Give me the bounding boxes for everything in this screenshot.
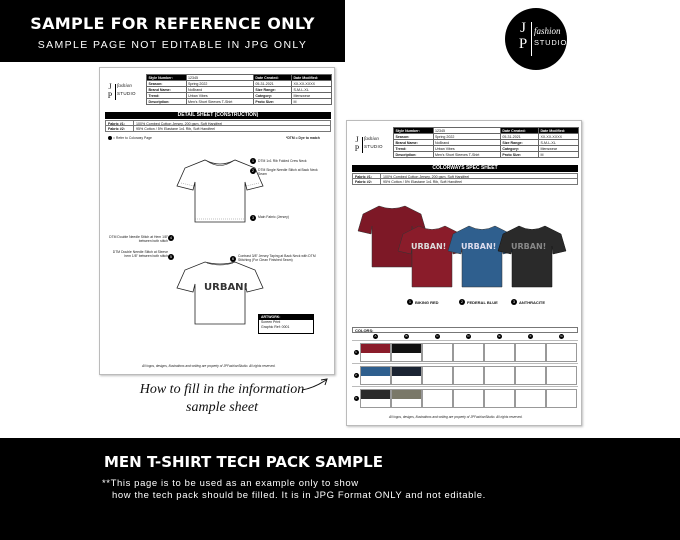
color-swatch-cell bbox=[515, 366, 546, 385]
artwork-line1: Screen Print bbox=[261, 320, 281, 324]
callout-6: 6 bbox=[230, 256, 236, 262]
callout-6-text: Contrast 3/8" Jersey Taping at Back Neck with DTM Stitching (For Clean Finished Seam) bbox=[238, 254, 316, 262]
bottom-note-2: how the tech pack should be filled. It is in JPG Format ONLY and not editable. bbox=[112, 490, 486, 501]
color-swatch-cell bbox=[453, 366, 484, 385]
info-table-2: Style Number: 12345 Date Created: Date Modified: Season: Spring 2022 05-31-2021 XX-XX-XXXX Brand Name: NoBrand Size Range: S-M-L-XL Trend: Urban Vibes Category: Menswear Description: Men's Short Sleeves T-Shirt Proto Size: M bbox=[393, 127, 579, 158]
colors-matrix bbox=[352, 327, 578, 409]
color-swatch-cell bbox=[391, 389, 422, 408]
logo-fashion-text: fashion bbox=[534, 26, 561, 36]
color-swatch-cell bbox=[515, 343, 546, 362]
callout-3: 3 bbox=[250, 215, 256, 221]
colorway-2-name: FEDERAL BLUE bbox=[467, 300, 498, 305]
colors-label: COLORS: bbox=[352, 327, 578, 333]
logo-jp: J P bbox=[518, 20, 528, 52]
color-column-header: A bbox=[374, 334, 377, 338]
print-blue: URBAN! bbox=[461, 242, 497, 251]
color-swatch-cell bbox=[453, 389, 484, 408]
handwritten-note bbox=[122, 381, 322, 417]
color-swatch-cell bbox=[360, 343, 391, 362]
color-column-header: B bbox=[405, 334, 408, 338]
color-column-header: C bbox=[436, 334, 439, 338]
logo-divider bbox=[531, 22, 532, 56]
callout-5: 5 bbox=[168, 254, 174, 260]
sheet2-footer: All logos, designs, illustrations and writing are property of JPFashionStudio. All rights reserved. bbox=[389, 415, 523, 419]
color-column-header: E bbox=[498, 334, 501, 338]
callout-1-text: DTM 1x1 Rib Folded Crew Neck bbox=[258, 159, 307, 163]
sheet1-footer: All logos, designs, illustrations and writing are property of JPFashionStudio. All rights reserved. bbox=[142, 364, 276, 368]
color-swatch-cell bbox=[484, 343, 515, 362]
callout-2: 2 bbox=[250, 168, 256, 174]
info-table: Style Number: 12345 Date Created: Date Modified: Season: Spring 2022 05-31-2021 XX-XX-XXXX Brand Name: NoBrand Size Range: S-M-L-XL Trend: Urban Vibes Category: Menswear Description: Men's Short Sleeves T-Shirt Proto Size: M bbox=[146, 74, 332, 105]
logo-studio-text: STUDIO bbox=[534, 38, 568, 47]
banner-subtitle: SAMPLE PAGE NOT EDITABLE IN JPG ONLY bbox=[37, 39, 308, 51]
refer-note: = Refer to Colorway Page bbox=[108, 136, 152, 140]
colorway-3-num: 3 bbox=[511, 299, 517, 305]
callout-3-text: Main Fabric (Jersey) bbox=[258, 215, 289, 219]
fabric-table: Fabric #1: 100% Combed Cotton Jersey, 200 gsm, Soft Handfeel Fabric #2: 95% Cotton / 5% Elastane 1x1 Rib, Soft Handfeel bbox=[105, 120, 331, 132]
bottom-note-1: **This page is to be used as an example only to show bbox=[102, 478, 359, 489]
colors-columns bbox=[360, 333, 578, 340]
colorway-2-num: 2 bbox=[459, 299, 465, 305]
color-swatch-cell bbox=[546, 389, 577, 408]
print-graphic: URBAN! bbox=[204, 282, 249, 293]
colorways-sheet-page bbox=[346, 120, 582, 426]
color-swatch-cell bbox=[422, 366, 453, 385]
banner-title: SAMPLE FOR REFERENCE ONLY bbox=[30, 14, 315, 33]
artwork-line2: Graphic Ref: 0001 bbox=[261, 324, 290, 329]
color-swatch-cell bbox=[546, 343, 577, 362]
color-swatch-cell bbox=[515, 389, 546, 408]
color-swatch-cell bbox=[360, 389, 391, 408]
bottom-title: MEN T-SHIRT TECH PACK SAMPLE bbox=[104, 453, 383, 471]
sheet2-logo: J P fashion STUDIO bbox=[354, 135, 383, 153]
callout-4: 4 bbox=[168, 235, 174, 241]
tshirt-front-sketch bbox=[175, 156, 265, 224]
callout-2-text: DTM Single Needle Stitch at Back Neck Seam bbox=[258, 168, 318, 176]
color-column-header: F bbox=[529, 334, 532, 338]
arrow-icon bbox=[300, 378, 330, 392]
detail-sheet-page bbox=[99, 67, 335, 375]
color-row: 3 bbox=[352, 386, 578, 409]
handnote-line1: How to fill in the information bbox=[139, 382, 305, 397]
colors-rows bbox=[352, 340, 578, 409]
callout-4-text: DTM Double Needle Stitch at Hem 1/8" between both stitch bbox=[109, 235, 168, 243]
color-swatch-cell bbox=[453, 343, 484, 362]
colorway-3-name: ANTHRACITE bbox=[519, 300, 545, 305]
bottom-band bbox=[0, 438, 680, 540]
fabric-table-2: Fabric #1: 100% Combed Cotton Jersey, 200 gsm, Soft Handfeel Fabric #2: 95% Cotton / 5% Elastane 1x1 Rib, Soft Handfeel bbox=[352, 173, 578, 185]
color-swatch-cell bbox=[360, 366, 391, 385]
color-swatch-cell bbox=[391, 366, 422, 385]
color-column-header: G bbox=[560, 334, 563, 338]
callout-1: 1 bbox=[250, 158, 256, 164]
print-red: URBAN! bbox=[411, 242, 447, 251]
colorway-1-num: 1 bbox=[407, 299, 413, 305]
artwork-box bbox=[258, 314, 314, 334]
print-anthracite: URBAN! bbox=[511, 242, 547, 251]
color-row: 1 bbox=[352, 340, 578, 363]
color-swatch-cell bbox=[422, 343, 453, 362]
color-swatch-cell bbox=[484, 366, 515, 385]
tee-anthracite bbox=[497, 221, 567, 291]
brand-logo bbox=[505, 8, 567, 70]
detail-section-title: DETAIL SHEET (CONSTRUCTION) bbox=[105, 112, 331, 119]
colorways-section-title: COLORWAYS SPEC SHEET bbox=[352, 165, 578, 172]
colorway-1-name: BIKING RED bbox=[415, 300, 439, 305]
dtm-note: *DTM = Dye to match bbox=[286, 136, 320, 140]
color-swatch-cell bbox=[422, 389, 453, 408]
handnote-line2: sample sheet bbox=[186, 400, 258, 415]
artwork-label: ARTWORK: bbox=[259, 315, 313, 320]
sheet-logo: J P fashion STUDIO bbox=[107, 82, 136, 100]
color-swatch-cell bbox=[546, 366, 577, 385]
color-swatch-cell bbox=[391, 343, 422, 362]
color-column-header: D bbox=[467, 334, 470, 338]
color-row: 2 bbox=[352, 363, 578, 386]
callout-5-text: DTM Double Needle Stitch at Sleeve hem 1/8" between both stitch bbox=[112, 250, 168, 258]
top-banner bbox=[0, 0, 345, 62]
color-swatch-cell bbox=[484, 389, 515, 408]
